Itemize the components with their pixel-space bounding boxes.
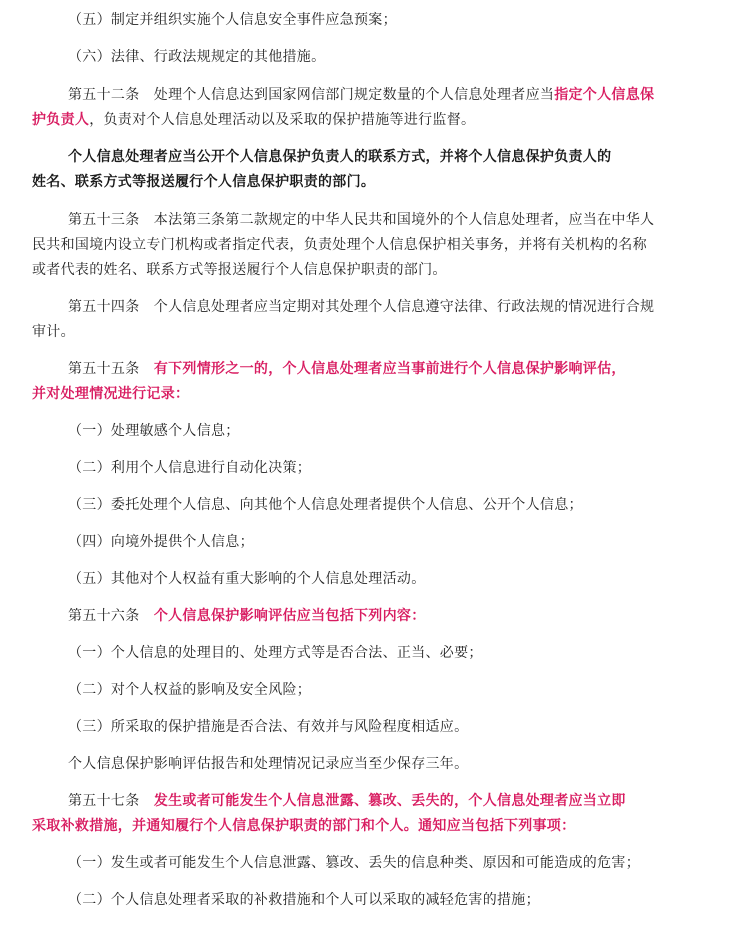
list-item: （三）所采取的保护措施是否合法、有效并与风险程度相适应。 [68, 719, 469, 735]
article-52-heading: 第五十二条 处理个人信息达到国家网信部门规定数量的个人信息处理者应当指定个人信息保 [68, 87, 655, 103]
list-item: （二）对个人权益的影响及安全风险； [68, 682, 312, 698]
article-54-heading: 第五十四条 个人信息处理者应当定期对其处理个人信息遵守法律、行政法规的情况进行合规 [68, 299, 655, 315]
list-item: （二）利用个人信息进行自动化决策； [68, 460, 312, 476]
list-item: （三）委托处理个人信息、向其他个人信息处理者提供个人信息、公开个人信息； [68, 497, 583, 513]
article-53-continuation: 民共和国境内设立专门机构或者指定代表，负责处理个人信息保护相关事务，并将有关机构的名称 [32, 237, 647, 253]
list-item: （二）个人信息处理者采取的补救措施和个人可以采取的减轻危害的措施； [68, 892, 540, 908]
article-55-continuation: 并对处理情况进行记录： [32, 386, 190, 402]
article-57-heading: 第五十七条 发生或者可能发生个人信息泄露、篡改、丢失的，个人信息处理者应当立即 [68, 793, 626, 809]
paragraph: 个人信息保护影响评估报告和处理情况记录应当至少保存三年。 [68, 756, 469, 772]
article-52-continuation: 护负责人，负责对个人信息处理活动以及采取的保护措施等进行监督。 [32, 112, 476, 128]
article-54-continuation: 审计。 [32, 324, 75, 340]
list-item: （一）处理敏感个人信息； [68, 423, 240, 439]
article-56-heading: 第五十六条 个人信息保护影响评估应当包括下列内容： [68, 608, 426, 624]
list-item: （一）发生或者可能发生个人信息泄露、篡改、丢失的信息种类、原因和可能造成的危害； [68, 855, 640, 871]
list-item: （五）制定并组织实施个人信息安全事件应急预案； [68, 12, 397, 28]
article-57-continuation: 采取补救措施，并通知履行个人信息保护职责的部门和个人。通知应当包括下列事项： [32, 818, 576, 834]
article-53-continuation: 或者代表的姓名、联系方式等报送履行个人信息保护职责的部门。 [32, 262, 447, 278]
list-item: （四）向境外提供个人信息； [68, 534, 254, 550]
bold-paragraph: 个人信息处理者应当公开个人信息保护负责人的联系方式，并将个人信息保护负责人的 [68, 149, 612, 165]
bold-paragraph-continuation: 姓名、联系方式等报送履行个人信息保护职责的部门。 [32, 174, 376, 190]
list-item: （六）法律、行政法规规定的其他措施。 [68, 49, 326, 65]
list-item: （一）个人信息的处理目的、处理方式等是否合法、正当、必要； [68, 645, 483, 661]
article-53-heading: 第五十三条 本法第三条第二款规定的中华人民共和国境外的个人信息处理者，应当在中华人 [68, 212, 655, 228]
article-55-heading: 第五十五条 有下列情形之一的，个人信息处理者应当事前进行个人信息保护影响评估， [68, 361, 626, 377]
list-item: （五）其他对个人权益有重大影响的个人信息处理活动。 [68, 571, 426, 587]
